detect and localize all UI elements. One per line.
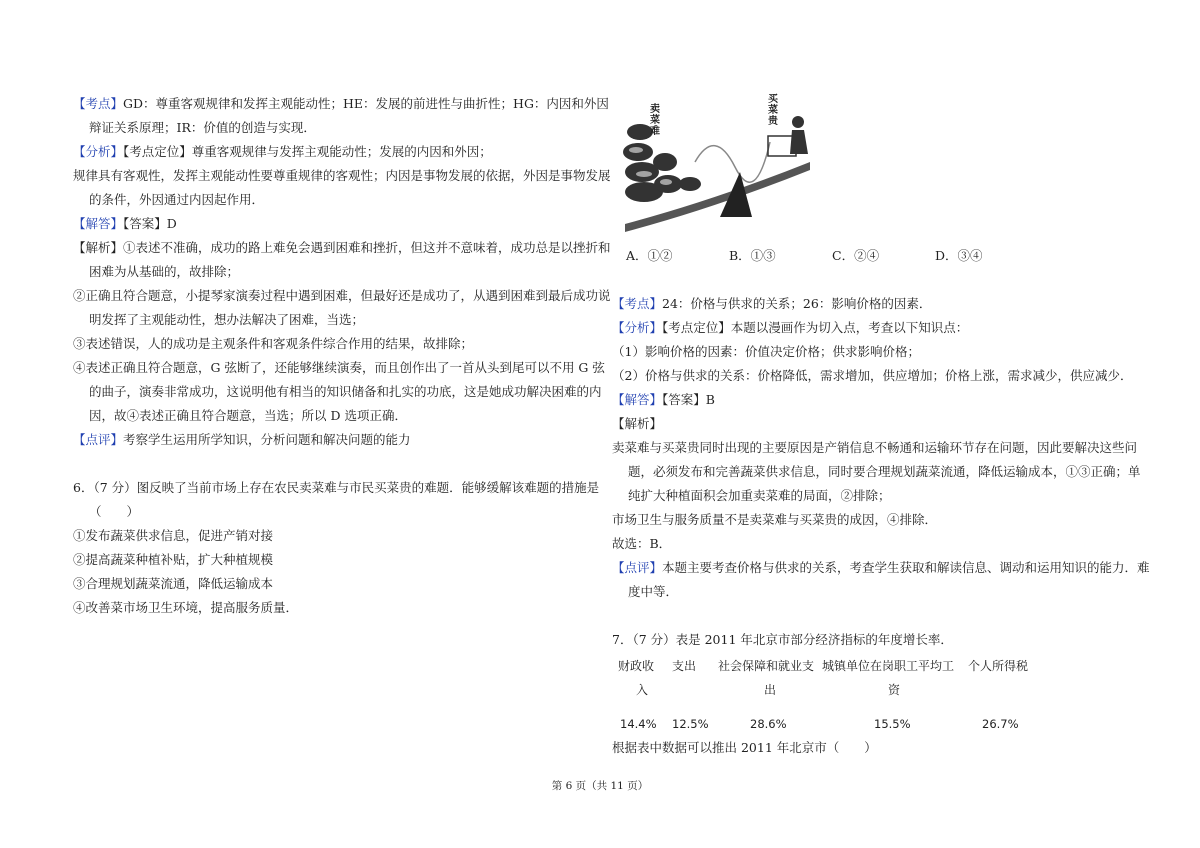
line-text: 6．（7 分）图反映了当前市场上存在农民卖菜难与市民买菜贵的难题．能够缓解该难题的措施是 (73, 480, 600, 495)
spacer (612, 268, 1132, 292)
header-average-wage: 城镇单位在岗职工平均工 (822, 659, 955, 673)
line-text: 的曲子，演奏非常成功，这说明他有相当的知识储备和扎实的功底，这是她成功解决困难的内 (89, 384, 602, 399)
value-social-security: 28.6% (750, 717, 787, 731)
text-line (612, 412, 1132, 436)
text-line (612, 316, 1132, 340)
text-line (73, 548, 593, 572)
value-income-tax: 26.7% (982, 717, 1019, 731)
seesaw-cartoon-illustration (620, 92, 810, 242)
header-social-security: 社会保障和就业支 (718, 659, 815, 673)
text-line (612, 556, 1150, 580)
line-text: GD：尊重客观规律和发挥主观能动性；HE：发展的前进性与曲折性；HG：内因和外因 (123, 96, 609, 111)
line-text: （2）价格与供求的关系：价格降低，需求增加，供应增加；价格上涨，需求减少，供应减少． (612, 368, 1133, 383)
line-text: 辩证关系原理；IR：价值的创造与实现． (89, 120, 316, 135)
text-line (612, 388, 1132, 412)
header-expenditure: 支出 (672, 659, 697, 673)
text-line (73, 500, 593, 524)
section-tag: 【考点】 (73, 96, 124, 111)
line-text: ③合理规划蔬菜流通，降低运输成本 (73, 576, 274, 591)
text-line (73, 404, 593, 428)
question-6-block (73, 476, 600, 620)
line-text: 卖菜难与买菜贵同时出现的主要原因是产销信息不畅通和运输环节存在问题，因此要解决这些问 (612, 440, 1138, 455)
line-text: 规律具有客观性，发挥主观能动性要尊重规律的客观性；内因是事物发展的依据，外因是事物发展 (73, 168, 611, 183)
line-text: 度中等． (628, 584, 679, 599)
text-line (612, 508, 1132, 532)
line-text: （1）影响价格的因素：价值决定价格；供求影响价格； (612, 344, 920, 359)
option-c: C．②④ (832, 248, 880, 263)
text-line (73, 212, 593, 236)
text-line (73, 140, 593, 164)
question-7-prompt: 根据表中数据可以推出 2011 年北京市（ ） (612, 740, 877, 755)
line-text: 故选：B． (612, 536, 672, 551)
section-tag: 【分析】 (73, 144, 124, 159)
line-text: （ ） (89, 504, 140, 519)
text-line (73, 524, 593, 548)
table-header-row (612, 654, 1132, 678)
spacer (612, 604, 1132, 628)
text-line (73, 596, 593, 620)
text-line (73, 308, 593, 332)
text-line (612, 532, 1132, 556)
header-fiscal-revenue: 财政收 (618, 659, 655, 673)
line-text: 24：价格与供求的关系；26：影响价格的因素． (662, 296, 932, 311)
cartoon-label-left: 卖菜难 (650, 104, 660, 137)
right-column (612, 92, 1150, 760)
option-b: B．①③ (729, 248, 776, 263)
cartoon-image (620, 92, 810, 242)
text-line (73, 380, 602, 404)
option-d: D．③④ (935, 248, 983, 263)
line-text: 纯扩大种植面积会加重卖菜难的局面，②排除； (628, 488, 891, 503)
text-line (612, 340, 1132, 364)
section-tag: 【解答】 (612, 392, 663, 407)
text-line (73, 284, 611, 308)
line-text: 【答案】B (662, 392, 715, 407)
line-text: 市场卫生与服务质量不是卖菜难与买菜贵的成因，④排除． (612, 512, 938, 527)
line-text: 【解析】 (612, 416, 663, 431)
header-fiscal-revenue-cont: 入 (636, 683, 649, 697)
text-line (73, 260, 593, 284)
text-line (73, 188, 593, 212)
line-text: 【考点定位】本题以漫画作为切入点，考查以下知识点： (662, 320, 969, 335)
text-line (612, 484, 1132, 508)
value-expenditure: 12.5% (672, 717, 709, 731)
header-average-wage-cont: 资 (888, 683, 901, 697)
table-header-row-2 (612, 678, 1132, 702)
value-fiscal-revenue: 14.4% (620, 717, 657, 731)
question-7-title: 7．（7 分）表是 2011 年北京市部分经济指标的年度增长率． (612, 632, 953, 647)
line-text: 因，故④表述正确且符合题意，当选；所以 D 选项正确． (89, 408, 407, 423)
left-column (73, 92, 611, 620)
answer-options (612, 244, 1132, 268)
section-tag: 【点评】 (73, 432, 124, 447)
line-text: 困难为从基础的，故排除； (89, 264, 240, 279)
value-average-wage: 15.5% (874, 717, 911, 731)
text-line (73, 476, 600, 500)
page-footer: 第 6 页（共 11 页） (551, 780, 649, 792)
text-line (73, 92, 609, 116)
line-text: 的条件，外因通过内因起作用． (89, 192, 265, 207)
text-line (73, 236, 611, 260)
text-line (612, 364, 1132, 388)
line-text: ④改善菜市场卫生环境，提高服务质量． (73, 600, 299, 615)
section-tag: 【解答】 (73, 216, 124, 231)
header-social-security-cont: 出 (764, 683, 777, 697)
indicator-table (612, 654, 1132, 736)
line-text: ④表述正确且符合题意，G 弦断了，还能够继续演奏，而且创作出了一首从头到尾可以不用 G 弦 (73, 360, 605, 375)
line-text: 【解析】①表述不准确，成功的路上难免会遇到困难和挫折，但这并不意味着，成功总是以挫折和 (73, 240, 611, 255)
text-line (73, 116, 593, 140)
line-text: 明发挥了主观能动性，想办法解决了困难，当选； (89, 312, 365, 327)
section-tag: 【考点】 (612, 296, 663, 311)
section-tag: 【分析】 (612, 320, 663, 335)
table-value-row (612, 706, 1132, 736)
line-text: 题，必须发布和完善蔬菜供求信息，同时要合理规划蔬菜流通，降低运输成本，①③正确；单 (628, 464, 1141, 479)
option-a: A．①② (626, 248, 673, 263)
line-text: 考察学生运用所学知识，分析问题和解决问题的能力 (123, 432, 411, 447)
right-solution-block (612, 292, 1150, 604)
line-text: ③表述错误，人的成功是主观条件和客观条件综合作用的结果，故排除； (73, 336, 474, 351)
line-text: ①发布蔬菜供求信息，促进产销对接 (73, 528, 274, 543)
text-line (73, 356, 605, 380)
text-line (73, 332, 593, 356)
line-text: ②提高蔬菜种植补贴，扩大种植规模 (73, 552, 274, 567)
left-solution-block (73, 92, 611, 452)
line-text: 本题主要考查价格与供求的关系，考查学生获取和解读信息、调动和运用知识的能力．难 (662, 560, 1150, 575)
cartoon-label-right: 买菜贵 (768, 94, 778, 127)
text-line (73, 164, 611, 188)
section-tag: 【点评】 (612, 560, 663, 575)
text-line (73, 428, 593, 452)
text-line (612, 292, 1132, 316)
text-line (612, 460, 1141, 484)
line-text: ②正确且符合题意，小提琴家演奏过程中遇到困难，但最好还是成功了，从遇到困难到最后成功说 (73, 288, 611, 303)
line-text: 【答案】D (123, 216, 177, 231)
header-income-tax: 个人所得税 (968, 659, 1029, 673)
line-text: 【考点定位】尊重客观规律与发挥主观能动性；发展的内因和外因； (123, 144, 492, 159)
text-line (612, 436, 1138, 460)
spacer (73, 452, 593, 476)
text-line (612, 580, 1132, 604)
text-line (73, 572, 593, 596)
